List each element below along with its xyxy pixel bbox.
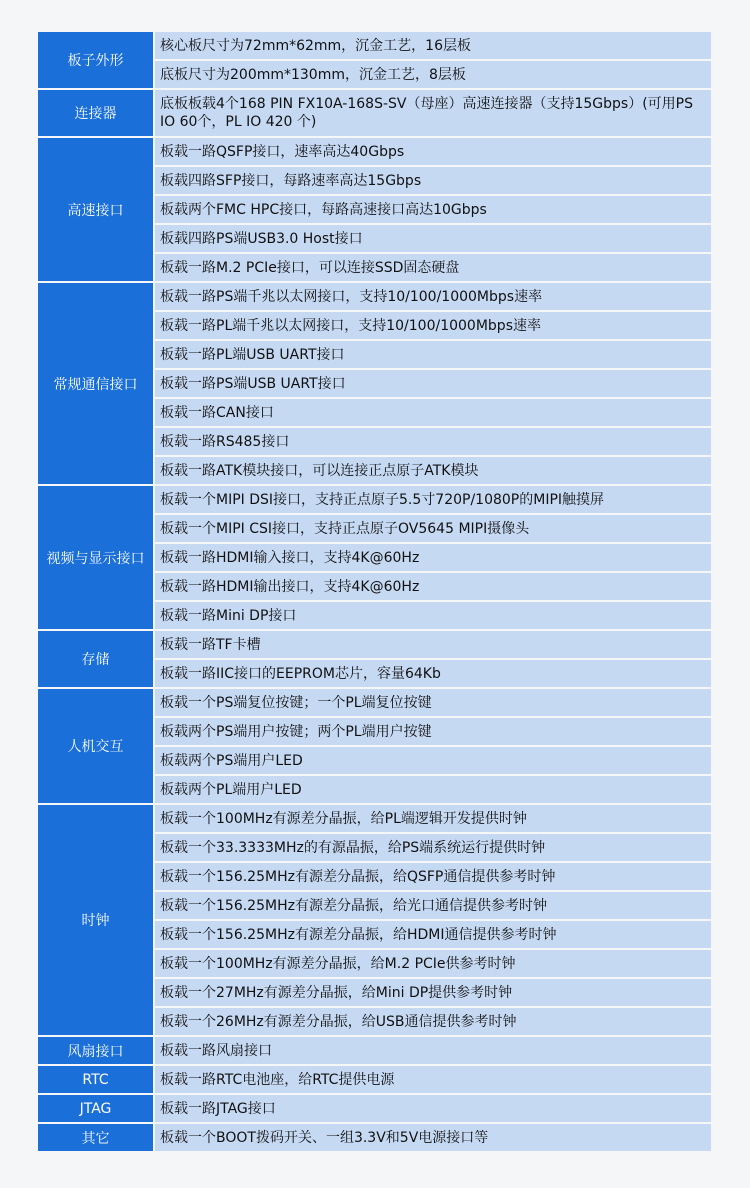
spec-item-cell: 底板尺寸为200mm*130mm，沉金工艺，8层板	[155, 61, 711, 88]
category-cell: 时钟	[38, 805, 155, 1035]
spec-item-cell: 板载一路ATK模块接口，可以连接正点原子ATK模块	[155, 457, 711, 484]
spec-item-cell: 板载一路QSFP接口，速率高达40Gbps	[155, 138, 711, 165]
category-cell: 高速接口	[38, 138, 155, 281]
spec-item-cell: 板载一路RTC电池座，给RTC提供电源	[155, 1066, 711, 1093]
spec-item-cell: 板载四路PS端USB3.0 Host接口	[155, 225, 711, 252]
spec-item-cell: 板载一路PS端USB UART接口	[155, 370, 711, 397]
category-cell: 其它	[38, 1124, 155, 1151]
category-cell: 风扇接口	[38, 1037, 155, 1064]
spec-table-body	[38, 32, 711, 1151]
spec-item-cell: 板载一路HDMI输出接口，支持4K@60Hz	[155, 573, 711, 600]
spec-item-cell: 板载一个100MHz有源差分晶振，给M.2 PCIe供参考时钟	[155, 950, 711, 977]
spec-item-cell: 板载一个27MHz有源差分晶振，给Mini DP提供参考时钟	[155, 979, 711, 1006]
spec-table	[38, 30, 711, 1153]
spec-item-cell: 板载一路PL端USB UART接口	[155, 341, 711, 368]
table-row	[38, 805, 711, 832]
table-row	[38, 32, 711, 59]
table-row	[38, 689, 711, 716]
category-cell: 人机交互	[38, 689, 155, 803]
category-cell: 存储	[38, 631, 155, 687]
spec-item-cell: 板载一路TF卡槽	[155, 631, 711, 658]
spec-item-cell: 板载一个100MHz有源差分晶振，给PL端逻辑开发提供时钟	[155, 805, 711, 832]
category-cell: 常规通信接口	[38, 283, 155, 484]
spec-item-cell: 板载一个BOOT拨码开关、一组3.3V和5V电源接口等	[155, 1124, 711, 1151]
spec-item-cell: 板载一路CAN接口	[155, 399, 711, 426]
spec-item-cell: 板载一个33.3333MHz的有源晶振，给PS端系统运行提供时钟	[155, 834, 711, 861]
table-row	[38, 1095, 711, 1122]
spec-item-cell: 板载一个MIPI CSI接口，支持正点原子OV5645 MIPI摄像头	[155, 515, 711, 542]
spec-item-cell: 板载一路RS485接口	[155, 428, 711, 455]
table-row	[38, 1124, 711, 1151]
category-cell: 连接器	[38, 90, 155, 136]
spec-item-cell: 板载两个PS端用户按键；两个PL端用户按键	[155, 718, 711, 745]
spec-item-cell: 板载一路PL端千兆以太网接口，支持10/100/1000Mbps速率	[155, 312, 711, 339]
spec-item-cell: 板载一路HDMI输入接口，支持4K@60Hz	[155, 544, 711, 571]
spec-item-cell: 板载一个PS端复位按键；一个PL端复位按键	[155, 689, 711, 716]
spec-item-cell: 板载一个156.25MHz有源差分晶振，给QSFP通信提供参考时钟	[155, 863, 711, 890]
spec-item-cell: 板载一路M.2 PCIe接口，可以连接SSD固态硬盘	[155, 254, 711, 281]
spec-item-cell: 板载一路风扇接口	[155, 1037, 711, 1064]
spec-item-cell: 核心板尺寸为72mm*62mm，沉金工艺，16层板	[155, 32, 711, 59]
spec-item-cell: 板载一路JTAG接口	[155, 1095, 711, 1122]
spec-item-cell: 板载两个PS端用户LED	[155, 747, 711, 774]
spec-item-cell: 板载一路IIC接口的EEPROM芯片，容量64Kb	[155, 660, 711, 687]
category-cell: RTC	[38, 1066, 155, 1093]
spec-item-cell: 板载一个26MHz有源差分晶振，给USB通信提供参考时钟	[155, 1008, 711, 1035]
category-cell: 板子外形	[38, 32, 155, 88]
spec-item-cell: 板载两个FMC HPC接口，每路高速接口高达10Gbps	[155, 196, 711, 223]
spec-item-cell: 板载一个MIPI DSI接口，支持正点原子5.5寸720P/1080P的MIPI触摸屏	[155, 486, 711, 513]
table-row	[38, 1066, 711, 1093]
spec-item-cell: 板载一路PS端千兆以太网接口，支持10/100/1000Mbps速率	[155, 283, 711, 310]
spec-item-cell: 板载两个PL端用户LED	[155, 776, 711, 803]
spec-item-cell: 板载一个156.25MHz有源差分晶振，给HDMI通信提供参考时钟	[155, 921, 711, 948]
category-cell: JTAG	[38, 1095, 155, 1122]
table-row	[38, 486, 711, 513]
table-row	[38, 1037, 711, 1064]
spec-item-cell: 板载一路Mini DP接口	[155, 602, 711, 629]
table-row	[38, 283, 711, 310]
table-row	[38, 138, 711, 165]
category-cell: 视频与显示接口	[38, 486, 155, 629]
spec-item-cell: 底板板载4个168 PIN FX10A-168S-SV（母座）高速连接器（支持15Gbps）(可用PS IO 60个，PL IO 420 个)	[155, 90, 711, 136]
spec-item-cell: 板载一个156.25MHz有源差分晶振，给光口通信提供参考时钟	[155, 892, 711, 919]
table-row	[38, 631, 711, 658]
table-row	[38, 90, 711, 136]
spec-item-cell: 板载四路SFP接口，每路速率高达15Gbps	[155, 167, 711, 194]
